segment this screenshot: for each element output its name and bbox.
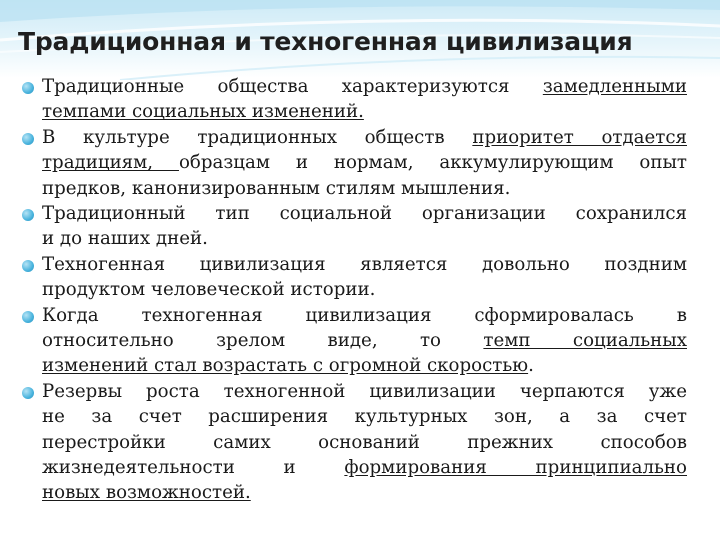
text-segment: Техногенная цивилизация является довольно поздним <box>42 253 687 275</box>
underlined-text: темп социальных <box>483 330 687 351</box>
bullet-text-line <box>42 482 687 504</box>
text-segment: относительно зрелом виде, то <box>42 330 484 351</box>
text-segment: не за счет расширения культурных зон, а за счет <box>42 406 687 428</box>
text-segment: образцам и нормам, аккумулирующим опыт <box>178 152 687 174</box>
bullet-text-line <box>42 330 687 352</box>
bullet-dot-icon <box>22 387 34 399</box>
underlined-text: темпами социальных изменений. <box>42 101 364 123</box>
text-segment: предков, канонизированным стилям мышления. <box>42 177 511 199</box>
underlined-text: замедленными <box>542 76 687 97</box>
slide-title: Традиционная и техногенная цивилизация <box>18 27 633 56</box>
bullet-text-line <box>42 254 687 276</box>
text-segment: Когда техногенная цивилизация сформировалась в <box>42 304 687 326</box>
bullet-text-line <box>42 381 687 403</box>
text-segment: и до наших дней. <box>42 228 208 250</box>
bullet-dot-icon <box>22 133 34 145</box>
bullet-text-line <box>42 203 687 225</box>
text-segment: В культуре традиционных обществ <box>42 126 473 148</box>
bullet-text-line <box>42 457 687 479</box>
bullet-text-line <box>42 228 687 250</box>
text-segment: . <box>528 355 534 377</box>
bullet-dot-icon <box>22 311 34 323</box>
text-segment: жизнедеятельности и <box>42 457 345 478</box>
bullet-text-line <box>42 101 687 123</box>
underlined-text: новых возможностей. <box>42 482 251 504</box>
underlined-text: традициям, <box>42 152 179 174</box>
underlined-text: формирования принципиально <box>344 457 687 478</box>
bullet-dot-icon <box>22 260 34 272</box>
bullet-text-line <box>42 355 687 377</box>
bullet-text-line <box>42 406 687 428</box>
text-segment: продуктом человеческой истории. <box>42 279 376 301</box>
text-segment: перестройки самих оснований прежних способов <box>42 431 687 453</box>
text-segment: Резервы роста техногенной цивилизации черпаются уже <box>42 380 687 402</box>
bullet-text-line <box>42 152 687 174</box>
underlined-text: приоритет отдается <box>472 126 687 148</box>
bullet-text-line <box>42 432 687 454</box>
bullet-text-line <box>42 279 687 301</box>
bullet-text-line <box>42 178 687 200</box>
text-segment: Традиционный тип социальной организации сохранился <box>42 203 687 224</box>
bullet-dot-icon <box>22 82 34 94</box>
bullet-text-line <box>42 76 687 98</box>
bullet-dot-icon <box>22 209 34 221</box>
text-segment: Традиционные общества характеризуются <box>42 76 543 97</box>
underlined-text: изменений стал возрастать с огромной скоростью <box>42 355 529 377</box>
bullet-text-line <box>42 305 687 327</box>
bullet-text-line <box>42 127 687 149</box>
